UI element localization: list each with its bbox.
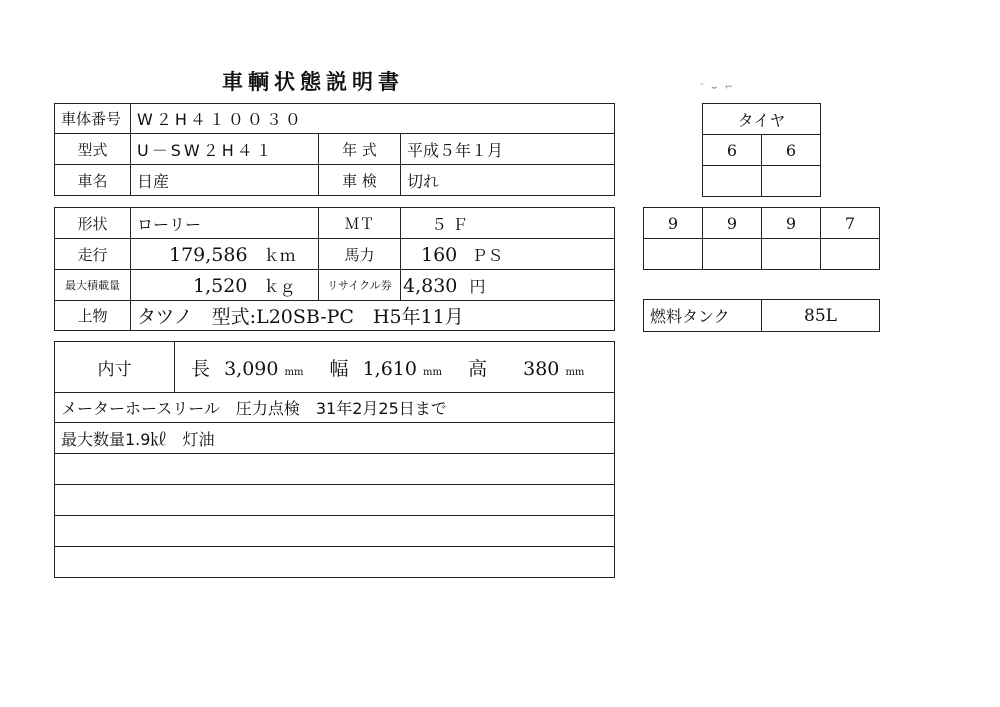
tire-rear-2-extra xyxy=(703,239,762,270)
power-unit: ＰＳ xyxy=(471,245,504,265)
model-label: 型式 xyxy=(55,134,131,165)
body-value: タツノ 型式:L20SB-PC H5年11月 xyxy=(131,301,615,331)
year-value: 平成５年１月 xyxy=(401,134,615,165)
interior-notes-table xyxy=(54,341,615,578)
tire-rear-3-extra xyxy=(762,239,821,270)
note-row xyxy=(55,454,615,485)
fuel-tank-table xyxy=(643,299,880,332)
max-load-value: 1,520 xyxy=(193,274,248,297)
tire-rear-1-extra xyxy=(644,239,703,270)
width-unit: mm xyxy=(423,366,443,378)
tire-rear-4: 7 xyxy=(821,208,880,239)
car-name-label: 車名 xyxy=(55,165,131,196)
tire-front-table xyxy=(702,103,821,197)
tire-rear-4-extra xyxy=(821,239,880,270)
inspection-value: 切れ xyxy=(401,165,615,196)
note-row xyxy=(55,516,615,547)
width-value: 1,610 xyxy=(362,357,417,380)
car-name-value: 日産 xyxy=(131,165,319,196)
tire-rear-1: 9 xyxy=(644,208,703,239)
tire-rear-table xyxy=(643,207,880,270)
recycle-label: リサイクル券 xyxy=(319,270,401,301)
max-load-label: 最大積載量 xyxy=(55,270,131,301)
tire-front-right: 6 xyxy=(762,135,821,166)
vin-value: W２H４１００３０ xyxy=(131,104,615,134)
scan-mark: ᵔ ⌣ ⌐ xyxy=(700,82,736,93)
body-label: 上物 xyxy=(55,301,131,331)
note-row xyxy=(55,547,615,578)
tire-rear-2: 9 xyxy=(703,208,762,239)
tire-front-left: 6 xyxy=(703,135,762,166)
document-title: 車輌状態説明書 xyxy=(222,69,404,94)
length-unit: mm xyxy=(284,366,304,378)
length-value: 3,090 xyxy=(224,357,279,380)
specs-table xyxy=(54,207,615,331)
width-label: 幅 xyxy=(329,357,349,380)
mileage-value: 179,586 xyxy=(169,243,248,266)
basic-info-table xyxy=(54,103,615,196)
height-value: 380 xyxy=(523,357,560,380)
note-row xyxy=(55,485,615,516)
height-unit: mm xyxy=(565,366,585,378)
tire-rear-3: 9 xyxy=(762,208,821,239)
fuel-tank-label: 燃料タンク xyxy=(644,300,762,332)
length-label: 長 xyxy=(191,357,211,380)
mileage-label: 走行 xyxy=(55,239,131,270)
shape-label: 形状 xyxy=(55,208,131,239)
recycle-unit: 円 xyxy=(469,276,486,296)
tire-front-left-extra xyxy=(703,166,762,197)
tire-label: タイヤ xyxy=(703,104,821,135)
transmission-label: ＭＴ xyxy=(319,208,401,239)
max-load-unit: ｋｇ xyxy=(263,276,296,296)
shape-value: ローリー xyxy=(131,208,319,239)
year-label: 年 式 xyxy=(319,134,401,165)
height-label: 高 xyxy=(468,357,488,380)
fuel-tank-value: 85L xyxy=(762,300,880,332)
power-label: 馬力 xyxy=(319,239,401,270)
note-row: 最大数量1.9㎘ 灯油 xyxy=(55,423,615,454)
transmission-value: ５ Ｆ xyxy=(401,208,615,239)
mileage-unit: ｋｍ xyxy=(263,245,296,265)
recycle-value: 4,830 xyxy=(403,274,458,297)
model-value: U－SW２H４１ xyxy=(131,134,319,165)
note-row: メーターホースリール 圧力点検 31年2月25日まで xyxy=(55,393,615,423)
vin-label: 車体番号 xyxy=(55,104,131,134)
tire-front-right-extra xyxy=(762,166,821,197)
inspection-label: 車 検 xyxy=(319,165,401,196)
interior-label: 内寸 xyxy=(55,342,175,393)
power-value: 160 xyxy=(421,243,458,266)
